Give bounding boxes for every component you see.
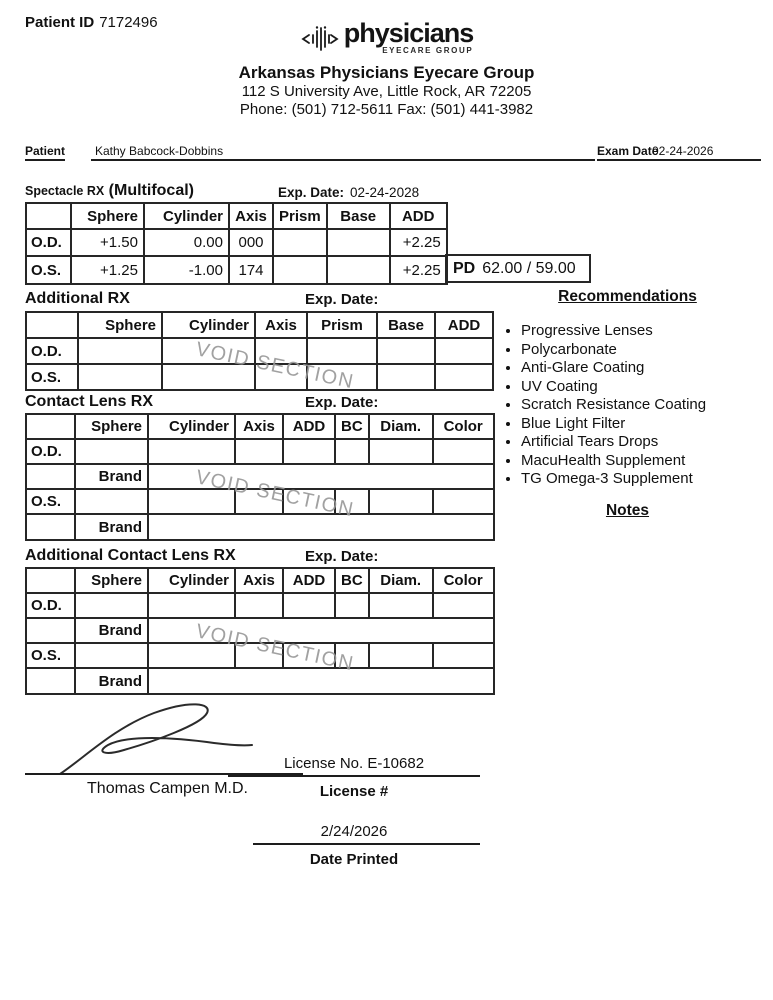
additional-rx-title: Additional RX xyxy=(25,290,130,307)
recommendation-item: • MacuHealth Supplement xyxy=(521,452,750,471)
void-section-watermark: VOID SECTION xyxy=(193,338,357,394)
spectacle-rx-table xyxy=(25,202,448,285)
pd-measurement xyxy=(445,254,591,283)
contact-lens-rx-table xyxy=(25,413,495,541)
void-section-watermark: VOID SECTION xyxy=(193,620,357,676)
pd-label: PD xyxy=(453,259,476,277)
col-sphere: Sphere xyxy=(78,312,162,338)
col-cylinder: Cylinder xyxy=(148,568,235,593)
spectacle-rx-title: Spectacle RX xyxy=(25,184,105,198)
table-row-od xyxy=(26,593,494,618)
brand-label: Brand xyxy=(75,464,148,489)
recommendation-item: • Artificial Tears Drops xyxy=(521,433,750,452)
additional-contact-lens-rx-header xyxy=(25,547,505,565)
date-printed-label: Date Printed xyxy=(309,851,399,868)
col-cylinder: Cylinder xyxy=(144,203,229,229)
os-label: O.S. xyxy=(26,364,78,390)
recommendation-item: • TG Omega-3 Supplement xyxy=(521,470,750,489)
od-label: O.D. xyxy=(26,229,71,256)
col-add: ADD xyxy=(435,312,493,338)
col-diam: Diam. xyxy=(369,568,433,593)
od-add: +2.25 xyxy=(390,229,447,256)
col-add: ADD xyxy=(283,414,335,439)
void-section-watermark: VOID SECTION xyxy=(193,466,357,522)
os-sphere: +1.25 xyxy=(71,256,144,284)
col-color: Color xyxy=(433,414,494,439)
additional-contact-lens-exp-label: Exp. Date: xyxy=(305,548,379,565)
col-diam: Diam. xyxy=(369,414,433,439)
col-sphere: Sphere xyxy=(75,568,148,593)
recommendation-item: • Progressive Lenses xyxy=(521,322,750,341)
brand-label: Brand xyxy=(75,618,148,643)
table-header-row xyxy=(26,414,494,439)
col-base: Base xyxy=(377,312,435,338)
exam-date-label: Exam Date xyxy=(597,144,658,161)
col-add: ADD xyxy=(390,203,447,229)
table-row-od xyxy=(26,229,447,256)
patient-id-value: 7172496 xyxy=(99,14,158,31)
recommendations-title: Recommendations xyxy=(558,288,697,305)
os-add: +2.25 xyxy=(390,256,447,284)
col-bc: BC xyxy=(335,568,369,593)
col-axis: Axis xyxy=(235,414,283,439)
os-label: O.S. xyxy=(26,489,75,514)
col-prism: Prism xyxy=(307,312,377,338)
col-sphere: Sphere xyxy=(75,414,148,439)
recommendation-item: • UV Coating xyxy=(521,378,750,397)
recommendation-item: • Blue Light Filter xyxy=(521,415,750,434)
pd-value: 62.00 / 59.00 xyxy=(482,259,576,277)
table-row-od xyxy=(26,439,494,464)
notes-title: Notes xyxy=(605,501,650,519)
table-row-os xyxy=(26,256,447,284)
patient-exam-row xyxy=(25,141,757,161)
license-number: License No. E-10682 xyxy=(283,755,425,772)
recommendation-item: • Anti-Glare Coating xyxy=(521,359,750,378)
license-section xyxy=(228,755,480,868)
table-row-os-brand xyxy=(26,514,494,540)
additional-contact-lens-rx-title: Additional Contact Lens RX xyxy=(25,547,236,564)
patient-id-label: Patient ID xyxy=(25,14,95,31)
contact-lens-rx-title: Contact Lens RX xyxy=(25,393,154,410)
table-header-row xyxy=(26,203,447,229)
col-bc: BC xyxy=(335,414,369,439)
contact-lens-rx-header xyxy=(25,393,505,411)
os-base xyxy=(327,256,390,284)
patient-name-field: Kathy Babcock-Dobbins xyxy=(91,144,595,161)
logo-wordmark: physicians xyxy=(343,18,474,48)
col-cylinder: Cylinder xyxy=(148,414,235,439)
os-label: O.S. xyxy=(26,643,75,668)
clinic-phone-fax: Phone: (501) 712-5611 Fax: (501) 441-3982 xyxy=(239,101,534,118)
patient-label: Patient xyxy=(25,144,65,161)
recommendation-item: • Polycarbonate xyxy=(521,341,750,360)
os-label: O.S. xyxy=(26,256,71,284)
brand-label: Brand xyxy=(75,514,148,540)
brand-label: Brand xyxy=(75,668,148,694)
soundwave-eye-logo-icon xyxy=(300,26,340,57)
logo-subtext: EYECARE GROUP xyxy=(382,46,474,55)
date-printed-value: 2/24/2026 xyxy=(320,823,388,840)
col-color: Color xyxy=(433,568,494,593)
clinic-address: 112 S University Ave, Little Rock, AR 72205 xyxy=(241,83,532,100)
recommendations-section xyxy=(505,288,750,520)
od-sphere: +1.50 xyxy=(71,229,144,256)
doctor-name: Thomas Campen M.D. xyxy=(87,780,248,797)
date-printed-line xyxy=(253,843,480,845)
od-label: O.D. xyxy=(26,593,75,618)
col-axis: Axis xyxy=(255,312,307,338)
brand-field xyxy=(148,668,494,694)
col-axis: Axis xyxy=(229,203,273,229)
spectacle-rx-header xyxy=(25,182,505,200)
additional-contact-lens-rx-table xyxy=(25,567,495,695)
col-cylinder: Cylinder xyxy=(162,312,255,338)
od-cylinder: 0.00 xyxy=(144,229,229,256)
od-label: O.D. xyxy=(26,338,78,364)
recommendations-list xyxy=(521,322,750,489)
od-label: O.D. xyxy=(26,439,75,464)
od-base xyxy=(327,229,390,256)
col-axis: Axis xyxy=(235,568,283,593)
contact-lens-exp-label: Exp. Date: xyxy=(305,394,379,411)
col-add: ADD xyxy=(283,568,335,593)
exam-date-field: 02-24-2026 xyxy=(648,144,761,161)
col-base: Base xyxy=(327,203,390,229)
spectacle-exp-date-label: Exp. Date: xyxy=(278,185,345,200)
spectacle-rx-subtitle: (Multifocal) xyxy=(108,182,194,199)
col-sphere: Sphere xyxy=(71,203,144,229)
col-prism: Prism xyxy=(273,203,327,229)
os-axis: 174 xyxy=(229,256,273,284)
os-prism xyxy=(273,256,327,284)
brand-field xyxy=(148,514,494,540)
spectacle-exp-date-value: 02-24-2028 xyxy=(350,185,420,200)
table-header-row xyxy=(26,312,493,338)
additional-rx-exp-label: Exp. Date: xyxy=(305,291,379,308)
additional-rx-header xyxy=(25,290,505,308)
table-header-row xyxy=(26,568,494,593)
clinic-name: Arkansas Physicians Eyecare Group xyxy=(238,63,535,82)
table-row-os-brand xyxy=(26,668,494,694)
recommendation-item: • Scratch Resistance Coating xyxy=(521,396,750,415)
license-line xyxy=(228,775,480,777)
license-label: License # xyxy=(319,783,389,800)
os-cylinder: -1.00 xyxy=(144,256,229,284)
od-axis: 000 xyxy=(229,229,273,256)
clinic-logo xyxy=(0,20,773,57)
od-prism xyxy=(273,229,327,256)
